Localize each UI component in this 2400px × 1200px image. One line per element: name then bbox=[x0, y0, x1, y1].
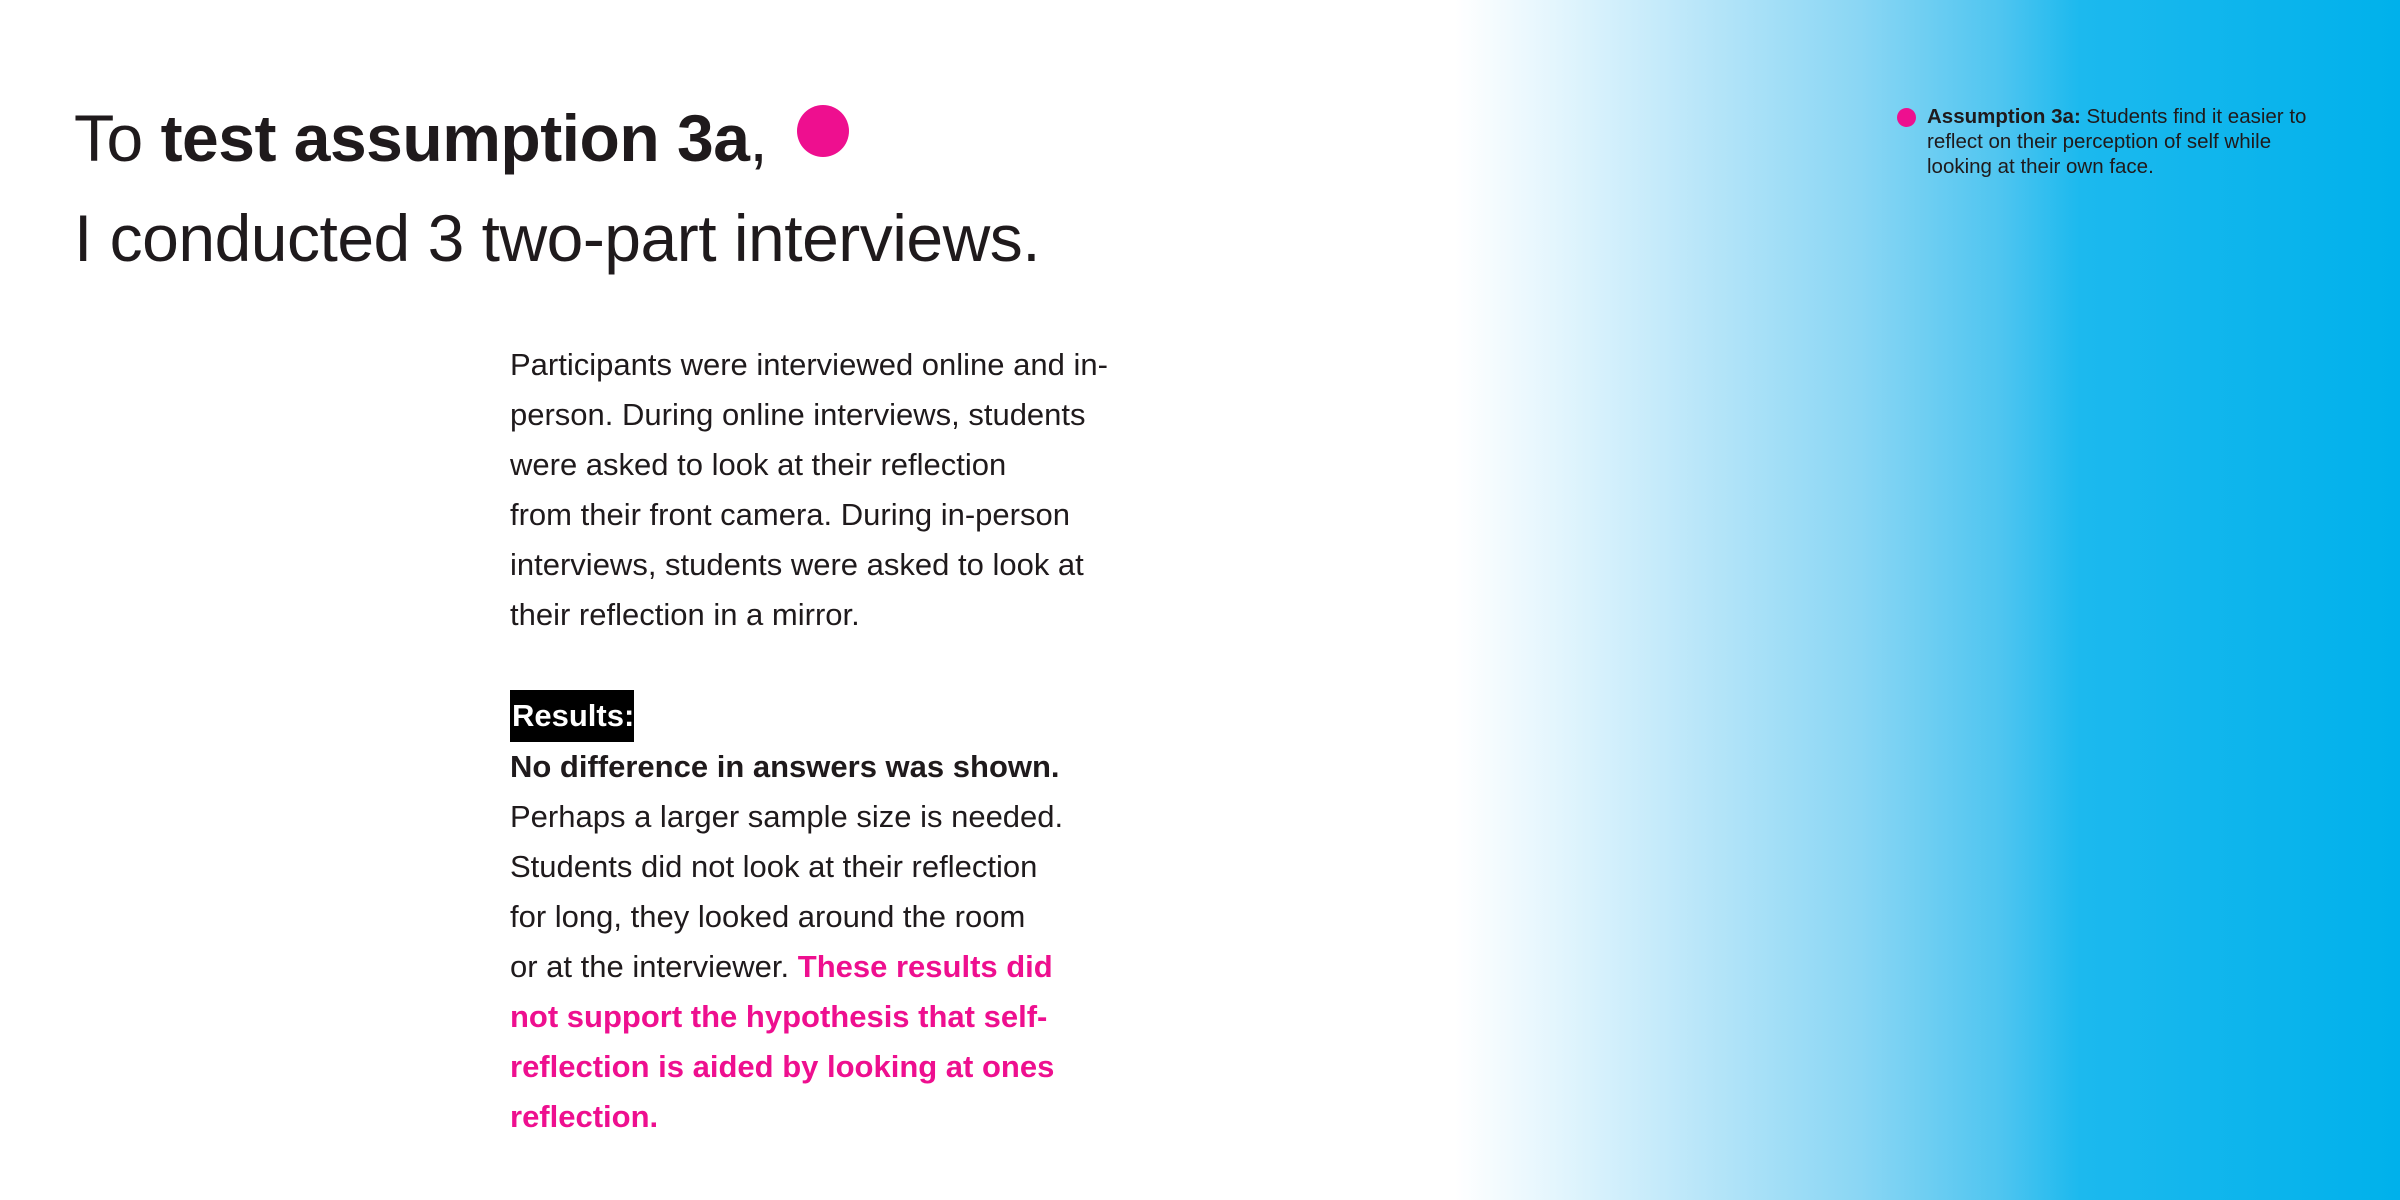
results-line: or at the interviewer. bbox=[510, 949, 790, 984]
title-emphasis: test assumption 3a bbox=[160, 101, 750, 175]
assumption-label: Assumption 3a: bbox=[1927, 105, 2081, 128]
conclusion-text: not support the hypothesis that self- bbox=[510, 999, 1048, 1034]
method-line: Participants were interviewed online and in- bbox=[510, 347, 1108, 382]
conclusion-text: reflection is aided by looking at ones bbox=[510, 1049, 1055, 1084]
page-title bbox=[74, 88, 1040, 288]
title-comma: , bbox=[749, 101, 768, 175]
conclusion-text: These results did bbox=[797, 949, 1053, 984]
method-line: from their front camera. During in-person bbox=[510, 497, 1070, 532]
results-line: Perhaps a larger sample size is needed. bbox=[510, 799, 1064, 834]
results-line: for long, they looked around the room bbox=[510, 899, 1026, 934]
pink-dot-icon bbox=[797, 105, 849, 157]
assumption-line: Students find it easier to bbox=[2086, 105, 2307, 128]
results-paragraph bbox=[510, 690, 1150, 1142]
body-text bbox=[510, 340, 1150, 1142]
pink-bullet-icon bbox=[1897, 108, 1916, 127]
assumption-line: reflect on their perception of self while bbox=[1927, 130, 2272, 153]
method-line: their reflection in a mirror. bbox=[510, 597, 860, 632]
conclusion-text: reflection. bbox=[510, 1099, 659, 1134]
assumption-note-text bbox=[1927, 104, 2337, 179]
paragraph-spacer bbox=[510, 640, 1150, 690]
results-line: Students did not look at their reflection bbox=[510, 849, 1038, 884]
method-paragraph bbox=[510, 340, 1150, 640]
method-line: interviews, students were asked to look at bbox=[510, 547, 1084, 582]
title-line-2: I conducted 3 two-part interviews. bbox=[74, 201, 1041, 275]
method-line: were asked to look at their reflection bbox=[510, 447, 1007, 482]
title-prefix: To bbox=[74, 101, 143, 175]
method-line: person. During online interviews, students bbox=[510, 397, 1086, 432]
assumption-line: looking at their own face. bbox=[1927, 155, 2154, 178]
results-headline: No difference in answers was shown. bbox=[510, 749, 1060, 784]
results-label: Results: bbox=[510, 690, 634, 742]
assumption-note bbox=[1897, 104, 2337, 179]
